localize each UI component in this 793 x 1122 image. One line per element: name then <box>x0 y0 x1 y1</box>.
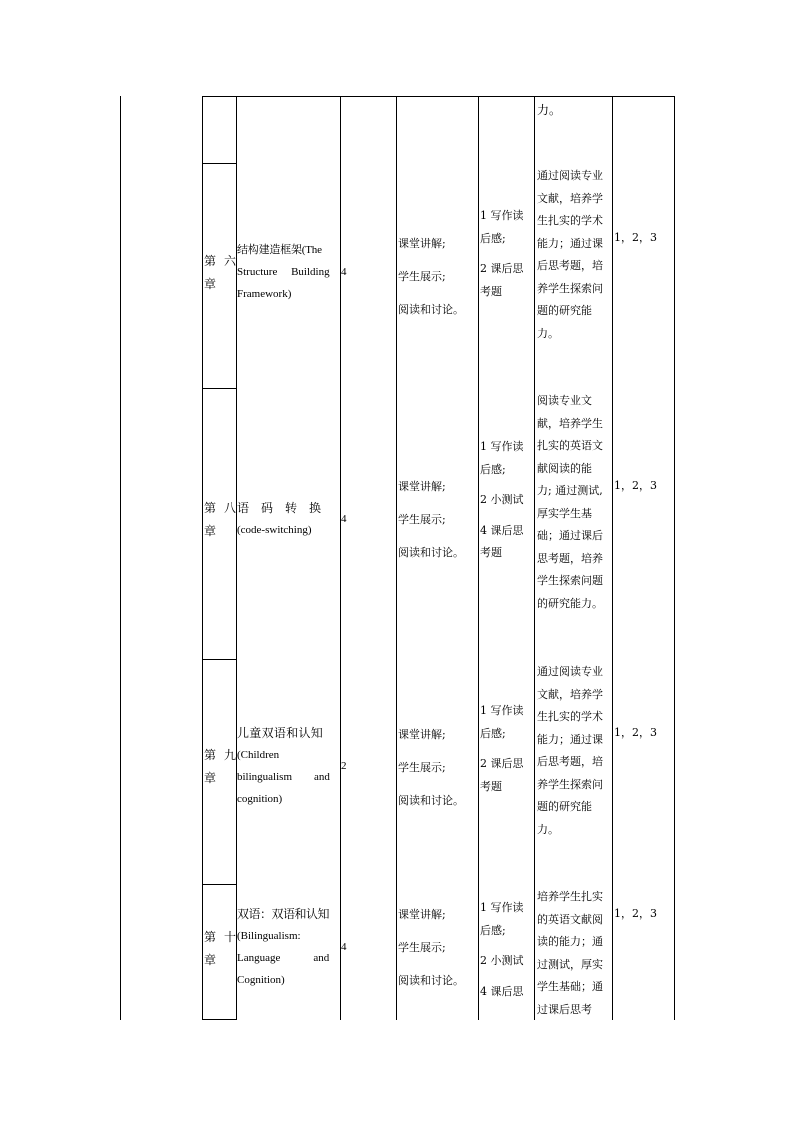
goals-line: 生扎实的学术 <box>537 214 603 227</box>
chapter-10-goals <box>537 886 612 1019</box>
title-line: Language and <box>237 952 330 964</box>
title-line: 双语：双语和认知 <box>237 907 330 921</box>
assignment-line: 2 小测试 <box>480 954 524 967</box>
goals-line: 献，培养学生 <box>537 416 603 430</box>
chapter-10-assignments <box>480 897 534 1003</box>
chapter-6-goals <box>537 165 612 345</box>
assignment-line: 2 小测试 <box>480 493 524 506</box>
title-line: Structure Building <box>237 266 330 278</box>
outer-table-left-border <box>120 96 121 1020</box>
chapter-10-hours <box>341 936 361 958</box>
assignment-line: 4 课后思 <box>480 523 524 537</box>
method-line: 学生展示; <box>398 270 446 283</box>
chapter-6-methods <box>398 227 478 326</box>
method-line: 学生展示; <box>398 761 446 774</box>
table-bottom-border <box>202 1019 237 1020</box>
chapter-number: 九 <box>223 748 236 762</box>
method-line: 课堂讲解; <box>398 237 446 250</box>
goals-line: 养学生探索问 <box>537 281 603 295</box>
hours-value: 2 <box>341 760 347 772</box>
row-top-goals <box>537 99 611 122</box>
chapter-8-methods <box>398 470 478 569</box>
method-line: 学生展示; <box>398 941 446 954</box>
chapter-number: 六 <box>223 254 236 268</box>
title-line: Framework) <box>237 288 292 300</box>
goals-line: 过课后思考 <box>537 1002 592 1016</box>
method-line: 课堂讲解; <box>398 480 446 493</box>
chapter-9-title <box>237 722 340 810</box>
goals-line: 后思考题，培 <box>537 755 603 768</box>
goals-line: 力。 <box>537 326 559 340</box>
goals-line: 过测试，厚实 <box>537 957 603 971</box>
goals-line: 读的能力；通 <box>537 935 603 948</box>
goals-line: 学生基础；通 <box>537 980 603 993</box>
assignment-line: 1 写作读 <box>480 440 524 453</box>
chapter-8-objectives <box>614 475 674 498</box>
method-line: 阅读和讨论。 <box>398 303 464 316</box>
row-separator-1 <box>202 163 237 164</box>
goals-line: 思考题，培养 <box>537 551 603 565</box>
assignment-line: 后感; <box>480 462 506 476</box>
method-line: 课堂讲解; <box>398 908 446 921</box>
assignment-line: 考题 <box>480 284 502 298</box>
title-line: 语 码 转 换 <box>237 501 322 515</box>
objectives-value: 1，2，3 <box>614 479 657 492</box>
goals-line: 扎实的英语文 <box>537 439 603 452</box>
table-border-col-5 <box>534 96 535 1020</box>
chapter-word: 第 <box>204 930 217 944</box>
chapter-6-hours <box>341 261 361 283</box>
assignment-line: 1 写作读 <box>480 901 524 914</box>
table-border-col-3 <box>396 96 397 1020</box>
goals-line: 生扎实的学术 <box>537 710 603 723</box>
title-line: bilingualism and <box>237 771 330 783</box>
goals-line: 养学生探索问 <box>537 777 603 791</box>
goals-line: 厚实学生基 <box>537 506 592 520</box>
goals-line: 献阅读的能 <box>537 461 592 475</box>
assignment-line: 2 课后思 <box>480 757 524 770</box>
goals-line: 础；通过课后 <box>537 529 603 542</box>
assignment-line: 1 写作读 <box>480 704 524 717</box>
title-line: cognition) <box>237 793 283 805</box>
table-border-col-2 <box>340 96 341 1020</box>
method-line: 阅读和讨论。 <box>398 794 464 807</box>
chapter-word: 第 <box>204 254 217 268</box>
chapter-number: 十 <box>223 930 236 944</box>
chapter-9-assignments <box>480 700 534 798</box>
goals-line: 通过阅读专业 <box>537 665 603 678</box>
goals-line: 后思考题，培 <box>537 259 603 272</box>
table-border-col-1 <box>236 96 237 1020</box>
chapter-6-assignments <box>480 205 534 303</box>
chapter-10-methods <box>398 898 478 997</box>
goals-line: 文献，培养学 <box>537 191 603 205</box>
chapter-10-label <box>204 926 236 971</box>
assignment-line: 后感; <box>480 726 506 740</box>
method-line: 阅读和讨论。 <box>398 546 464 559</box>
chapter-suffix: 章 <box>204 276 217 291</box>
goals-line: 文献，培养学 <box>537 687 603 701</box>
goals-line: 的研究能力。 <box>537 596 603 610</box>
row-separator-3 <box>202 659 237 660</box>
chapter-8-title <box>237 497 340 541</box>
goals-line: 能力；通过课 <box>537 732 603 746</box>
title-line: 结构建造框架(The <box>237 244 322 256</box>
goals-line: 通过阅读专业 <box>537 169 603 182</box>
chapter-9-label <box>204 744 236 789</box>
objectives-value: 1，2，3 <box>614 907 657 920</box>
title-line: (Children <box>237 749 280 761</box>
method-line: 学生展示; <box>398 513 446 526</box>
row-separator-2 <box>202 388 237 389</box>
chapter-6-objectives <box>614 227 674 250</box>
title-line: (code-switching) <box>237 524 312 536</box>
hours-value: 4 <box>341 266 347 278</box>
chapter-8-assignments <box>480 436 534 565</box>
chapter-6-title <box>237 239 340 305</box>
goals-line: 题的研究能 <box>537 304 592 317</box>
goals-line: 题的研究能 <box>537 800 592 813</box>
chapter-9-methods <box>398 718 478 817</box>
chapter-word: 第 <box>204 501 217 515</box>
title-line: 儿童双语和认知 <box>237 726 324 740</box>
assignment-line: 考题 <box>480 546 502 559</box>
chapter-8-label <box>204 497 236 542</box>
title-line: Cognition) <box>237 974 285 986</box>
chapter-8-hours <box>341 508 361 530</box>
row-separator-4 <box>202 884 237 885</box>
objectives-value: 1，2，3 <box>614 231 657 244</box>
chapter-6-label <box>204 250 236 295</box>
hours-value: 4 <box>341 513 347 525</box>
table-top-border <box>202 96 675 97</box>
assignment-line: 1 写作读 <box>480 209 524 222</box>
goals-line: 能力；通过课 <box>537 236 603 250</box>
goals-line: 力。 <box>537 103 562 117</box>
chapter-word: 第 <box>204 748 217 762</box>
table-border-col-4 <box>478 96 479 1020</box>
goals-line: 力。 <box>537 822 559 836</box>
chapter-suffix: 章 <box>204 523 217 538</box>
chapter-10-objectives <box>614 903 674 926</box>
goals-line: 培养学生扎实 <box>537 890 603 903</box>
chapter-suffix: 章 <box>204 952 217 967</box>
chapter-9-hours <box>341 755 361 777</box>
goals-line: 力; 通过测试, <box>537 484 603 497</box>
chapter-9-goals <box>537 661 612 841</box>
assignment-line: 后感; <box>480 231 506 245</box>
chapter-9-objectives <box>614 722 674 745</box>
chapter-number: 八 <box>223 501 236 515</box>
assignment-line: 2 课后思 <box>480 262 524 275</box>
assignment-line: 考题 <box>480 779 502 793</box>
method-line: 课堂讲解; <box>398 728 446 741</box>
hours-value: 4 <box>341 941 347 953</box>
chapter-10-title <box>237 903 340 991</box>
goals-line: 的英语文献阅 <box>537 912 603 926</box>
assignment-line: 4 课后思 <box>480 984 524 998</box>
chapter-8-goals <box>537 390 613 615</box>
objectives-value: 1，2，3 <box>614 726 657 739</box>
table-border-col-0 <box>202 96 203 1020</box>
goals-line: 阅读专业文 <box>537 394 592 407</box>
chapter-suffix: 章 <box>204 770 217 785</box>
goals-line: 学生探索问题 <box>537 574 603 587</box>
assignment-line: 后感; <box>480 923 506 937</box>
method-line: 阅读和讨论。 <box>398 974 464 987</box>
title-line: (Bilingualism: <box>237 930 301 942</box>
table-border-col-7 <box>674 96 675 1020</box>
